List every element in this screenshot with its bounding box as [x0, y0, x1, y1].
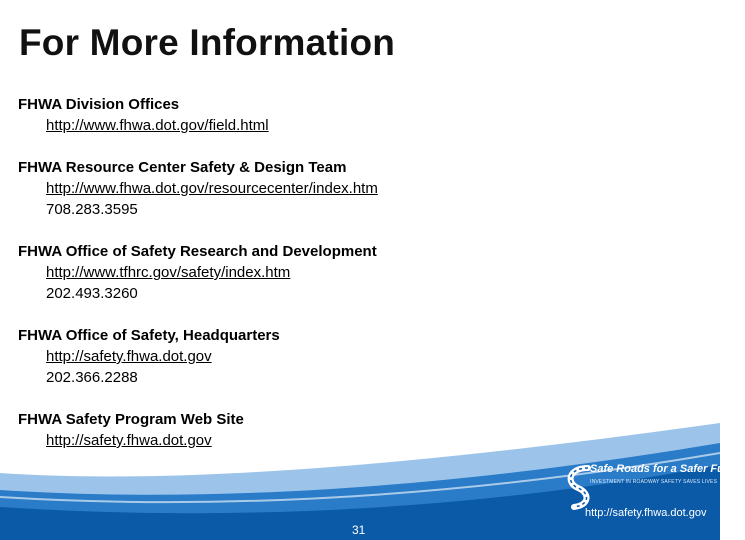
resource-entry	[18, 157, 538, 220]
resource-name: FHWA Office of Safety, Headquarters	[18, 327, 280, 344]
resource-phone: 202.366.2288	[46, 369, 138, 386]
resource-name: FHWA Safety Program Web Site	[18, 411, 244, 428]
page-number: 31	[352, 523, 366, 537]
resource-name: FHWA Division Offices	[18, 96, 180, 113]
resource-phone: 202.493.3260	[46, 285, 138, 302]
footer-url: http://safety.fhwa.dot.gov	[585, 507, 707, 519]
resource-link[interactable]: http://www.tfhrc.gov/safety/index.htm	[46, 264, 291, 281]
resource-link[interactable]: http://www.fhwa.dot.gov/field.html	[46, 117, 269, 134]
resource-link[interactable]: http://www.fhwa.dot.gov/resourcecenter/index.htm	[46, 180, 378, 197]
resource-name: FHWA Office of Safety Research and Development	[18, 243, 377, 260]
resource-link[interactable]: http://safety.fhwa.dot.gov	[46, 348, 212, 365]
resource-link[interactable]: http://safety.fhwa.dot.gov	[46, 432, 212, 449]
resource-phone: 708.283.3595	[46, 201, 138, 218]
logo-tagline: Safe Roads for a Safer Future	[590, 463, 745, 475]
resource-entry	[18, 241, 538, 304]
slide-title: For More Information	[19, 22, 396, 63]
resource-name: FHWA Resource Center Safety & Design Team	[18, 159, 347, 176]
logo-subtagline: INVESTMENT IN ROADWAY SAFETY SAVES LIVES	[590, 479, 718, 485]
resource-entry	[18, 325, 538, 388]
resource-entry	[18, 94, 538, 136]
